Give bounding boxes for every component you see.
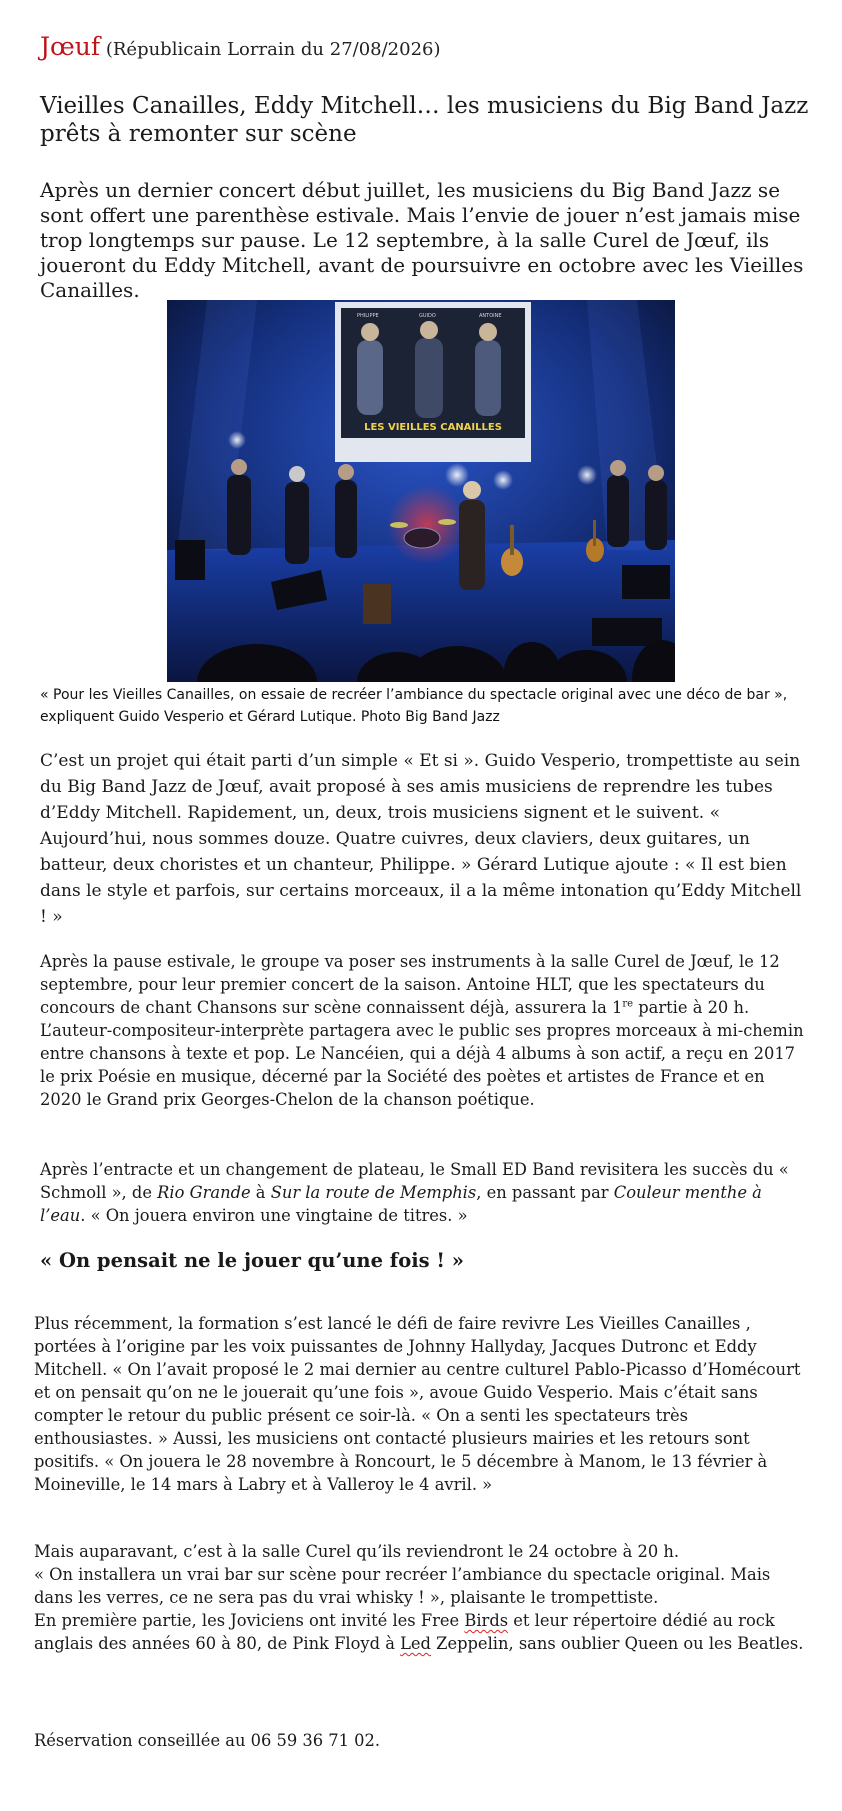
spellcheck-word: Led bbox=[400, 1634, 431, 1653]
ordinal-suffix: re bbox=[622, 998, 634, 1010]
paragraph-5-line-1: Mais auparavant, c’est à la salle Curel qu’ils reviendront le 24 octobre à 20 h. bbox=[34, 1542, 680, 1561]
paragraph-2-text-b: partie à 20 h. L’auteur-compositeur-interprète partagera avec le public ses propres morceaux à mi-chemin entre chansons à texte et pop. Le Nancéien, qui a déjà 4 albums à son actif, a reçu en 2017 le prix Poésie en musique, décerné par la Société des poètes et artistes de France et en 2020 le Grand prix Georges-Chelon de la chanson poétique. bbox=[40, 998, 804, 1109]
paragraph-5-line-2: « On installera un vrai bar sur scène pour recréer l’ambiance du spectacle original. Mais dans les verres, ce ne sera pas du vrai whisky ! », plaisante le trompettiste. bbox=[34, 1565, 771, 1607]
source-label: (Républicain Lorrain du 27/08/2026) bbox=[105, 39, 441, 60]
paragraph-3-text: à bbox=[250, 1183, 271, 1202]
article-lead: Après un dernier concert début juillet, les musiciens du Big Band Jazz se sont offert une parenthèse estivale. Mais l’envie de jouer n’est jamais mise trop longtemps sur pause. Le 12 septembre, à la salle Curel de Jœuf, ils joueront du Eddy Mitchell, avant de poursuivre en octobre avec les Vieilles Canailles. bbox=[40, 178, 804, 302]
spellcheck-word: Birds bbox=[464, 1611, 509, 1630]
article-headline: Vieilles Canailles, Eddy Mitchell… les musiciens du Big Band Jazz prêts à remonter sur scène bbox=[40, 93, 809, 147]
screen-name-2: GUIDO bbox=[419, 313, 436, 319]
paragraph-5 bbox=[34, 1540, 810, 1655]
photo-caption: « Pour les Vieilles Canailles, on essaie de recréer l’ambiance du spectacle original avec une déco de bar », expliquent Guido Vesperio et Gérard Lutique. Photo Big Band Jazz bbox=[40, 687, 788, 725]
screen-name-3: ANTOINE bbox=[479, 313, 502, 319]
song-title: Sur la route de Memphis bbox=[270, 1183, 477, 1202]
screen-name-1: PHILIPPE bbox=[357, 313, 379, 319]
song-title: Couleur menthe à l’eau bbox=[40, 1183, 762, 1225]
concert-photo bbox=[167, 300, 675, 682]
paragraph-3 bbox=[40, 1158, 810, 1227]
paragraph-2 bbox=[40, 950, 810, 1111]
section-subheading: « On pensait ne le jouer qu’une fois ! » bbox=[40, 1249, 464, 1272]
paragraph-3-text: , en passant par bbox=[476, 1183, 614, 1202]
spotlight bbox=[228, 431, 246, 449]
paragraph-3-text: . « On jouera environ une vingtaine de titres. » bbox=[80, 1206, 468, 1225]
paragraph-3-text: Après l’entracte et un changement de plateau, le Small ED Band revisitera les succès du « Schmoll », de bbox=[40, 1160, 789, 1202]
spotlight bbox=[577, 465, 597, 485]
paragraph-5-line-3: En première partie, les Joviciens ont invité les Free Birds et leur répertoire dédié au rock anglais des années 60 à 80, de Pink Floyd à Led Zeppelin, sans oublier Queen ou les Beatles. bbox=[34, 1611, 804, 1653]
paragraph-1: C’est un projet qui était parti d’un simple « Et si ». Guido Vesperio, trompettiste au sein du Big Band Jazz de Jœuf, avait proposé à ses amis musiciens de reprendre les tubes d’Eddy Mitchell. Rapidement, un, deux, trois musiciens signent et le suivent. « Aujourd’hui, nous sommes douze. Quatre cuivres, deux claviers, deux guitares, un batteur, deux choristes et un chanteur, Philippe. » Gérard Lutique ajoute : « Il est bien dans le style et parfois, sur certains morceaux, il a la même intonation qu’Eddy Mitchell ! » bbox=[40, 751, 802, 927]
spotlight bbox=[493, 470, 513, 490]
paragraph-4: Plus récemment, la formation s’est lancé le défi de faire revivre Les Vieilles Canailles , portées à l’origine par les voix puissantes de Johnny Hallyday, Jacques Dutronc et Eddy Mitchell. « On l’avait proposé le 2 mai dernier au centre culturel Pablo-Picasso d’Homécourt et on pensait qu’on ne le jouerait qu’une fois », avoue Guido Vesperio. Mais c’était sans compter le retour du public présent ce soir-là. « On a senti les spectateurs très enthousiastes. » Aussi, les musiciens ont contacté plusieurs mairies et les retours sont positifs. « On jouera le 28 novembre à Roncourt, le 5 décembre à Manom, le 13 février à Moineville, le 14 mars à Labry et à Valleroy le 4 avril. » bbox=[34, 1314, 801, 1494]
paragraph-2-text-a: Après la pause estivale, le groupe va poser ses instruments à la salle Curel de Jœuf, le 12 septembre, pour leur premier concert de la saison. Antoine HLT, que les spectateurs du concours de chant Chansons sur scène connaissent déjà, assurera la 1 bbox=[40, 952, 780, 1017]
song-title: Rio Grande bbox=[157, 1183, 251, 1202]
screen-title: LES VIEILLES CANAILLES bbox=[364, 422, 502, 433]
reservation-line: Réservation conseillée au 06 59 36 71 02. bbox=[34, 1731, 381, 1750]
city-name: Jœuf bbox=[40, 32, 101, 61]
bar-table bbox=[363, 584, 391, 624]
spotlight bbox=[445, 463, 469, 487]
article-header bbox=[40, 32, 441, 61]
